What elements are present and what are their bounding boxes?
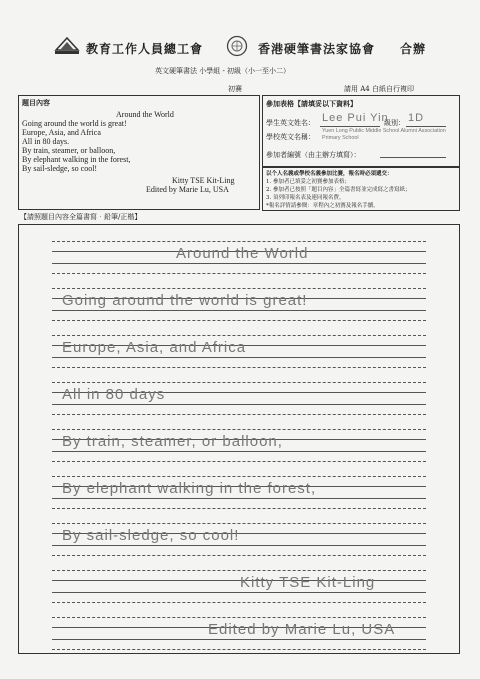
handwritten-line: Going around the world is great!: [62, 292, 308, 309]
handwritten-line: Kitty TSE Kit-Ling: [240, 574, 376, 591]
poem-title: Around the World: [116, 110, 174, 119]
participant-number-label: 參加者編號（由主辦方填寫）：: [266, 151, 361, 159]
poem-editor: Edited by Marie Lu, USA: [146, 185, 229, 194]
note-item: 2. 參加者已按照「題目內容」全篇書寫並完成寫之書寫紙；: [266, 187, 411, 193]
handwritten-line: By elephant walking in the forest,: [62, 480, 317, 497]
poem-line: By train, steamer, or balloon,: [22, 146, 116, 155]
school-name-field[interactable]: Yuen Long Public Middle School Alumni Association Primary School: [322, 128, 446, 141]
calligraphy-society-seal: [226, 35, 248, 61]
student-name-field[interactable]: Lee Pui Yin: [322, 112, 389, 124]
handwritten-line: All in 80 days: [62, 386, 166, 403]
name-label: 學生英文姓名：: [266, 119, 315, 127]
poem-line: Europe, Asia, and Africa: [22, 128, 101, 137]
competition-subtitle: 英文硬筆書法 小學組 - 初級（小一至小二）: [155, 67, 291, 75]
joint-organizer-label: 合辦: [400, 42, 427, 56]
note-item: 3. 須列印報名表及連同報名費。: [266, 195, 345, 201]
topic-heading: 題目內容: [22, 98, 50, 107]
paper-note: 請用 A4 白紙自行複印: [344, 85, 414, 93]
poem-line: All in 80 days.: [22, 137, 70, 146]
poem-line: By sail-sledge, so cool!: [22, 164, 98, 173]
society-name: 香港硬筆書法家協會: [258, 42, 376, 56]
school-label: 學校英文名稱：: [266, 133, 315, 141]
notes-heading: 以个人名義或學校名義參加比賽，報名時必須遞交：: [266, 171, 393, 177]
note-item: *報名詳情請參閱：章程內之初賽及報名手續。: [266, 203, 379, 209]
note-item: 1. 參加者已填妥之初賽參加表格；: [266, 179, 350, 185]
union-logo: [54, 34, 80, 60]
writing-instruction: 【請照題目內容全篇書寫‧鉛筆/正楷】: [20, 213, 142, 221]
handwritten-line: Edited by Marie Lu, USA: [208, 621, 396, 638]
round-label: 初賽: [228, 85, 242, 93]
form-heading: 參加表格【請填妥以下資料】: [266, 99, 357, 108]
poem-line: Going around the world is great!: [22, 119, 127, 128]
class-field[interactable]: 1D: [408, 112, 425, 124]
participant-number-field[interactable]: [380, 157, 446, 158]
handwritten-line: By train, steamer, or balloon,: [62, 433, 283, 450]
poem-author: Kitty TSE Kit-Ling: [172, 176, 235, 185]
union-name: 教育工作人員總工會: [86, 42, 204, 56]
class-label: 級別：: [384, 119, 405, 127]
handwritten-line: Around the World: [176, 245, 309, 262]
poem-line: By elephant walking in the forest,: [22, 155, 131, 164]
handwritten-line: By sail-sledge, so cool!: [62, 527, 240, 544]
handwritten-line: Europe, Asia, and Africa: [62, 339, 247, 356]
